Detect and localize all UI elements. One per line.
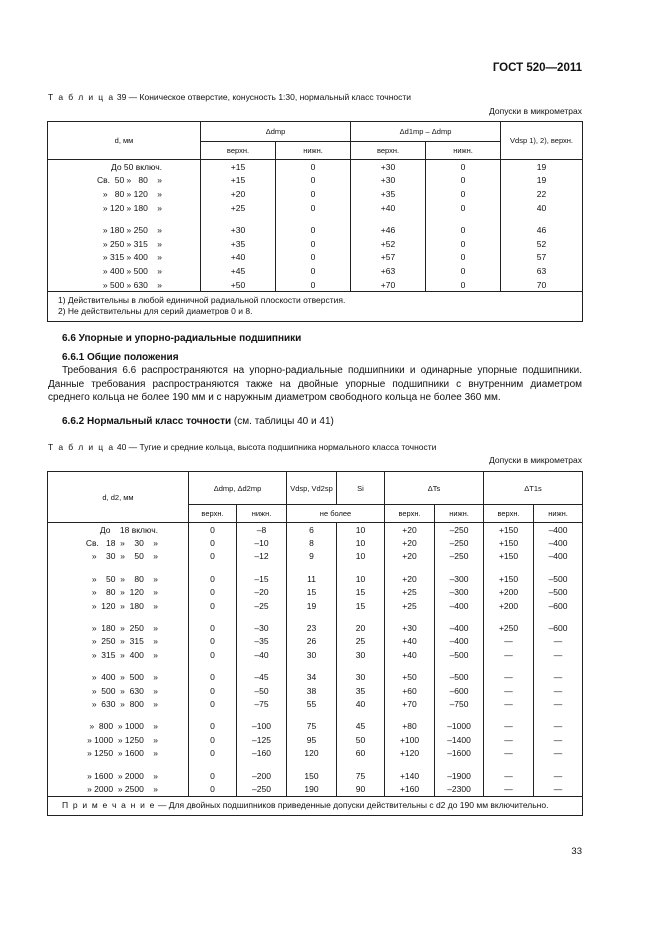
table-cell: 0 bbox=[189, 733, 237, 746]
table-cell: — bbox=[484, 697, 534, 710]
table-cell: — bbox=[484, 648, 534, 661]
row-range-label: » 180 » 250 » bbox=[48, 223, 201, 237]
t39-head-d: d, мм bbox=[48, 122, 201, 160]
table-cell: 0 bbox=[189, 720, 237, 733]
row-range-label: » 120 » 180 » bbox=[48, 599, 189, 612]
row-range-label: До 18 включ. bbox=[48, 523, 189, 537]
table-cell: –10 bbox=[237, 536, 287, 549]
table-cell: 40 bbox=[337, 697, 385, 710]
t40-head-ddmp: Δdmp, Δd2mp bbox=[189, 472, 287, 505]
table-cell: –750 bbox=[435, 697, 484, 710]
section-6-6-1-heading: 6.6.1 Общие положения bbox=[62, 352, 179, 363]
table-cell: 0 bbox=[189, 769, 237, 782]
table-cell: — bbox=[484, 684, 534, 697]
table-cell: –1400 bbox=[435, 733, 484, 746]
t39-head-vdsp: Vdsp 1), 2), верхн. bbox=[501, 122, 583, 160]
table-cell: 15 bbox=[287, 586, 337, 599]
t40-head-dts: ΔTs bbox=[385, 472, 484, 505]
table-cell: 0 bbox=[276, 160, 351, 174]
table-cell: +40 bbox=[201, 251, 276, 265]
table-cell: 46 bbox=[501, 223, 583, 237]
table-cell: 0 bbox=[276, 174, 351, 188]
table-cell: –20 bbox=[237, 586, 287, 599]
table-row bbox=[48, 264, 583, 278]
t40-head-notmore: не более bbox=[287, 505, 385, 523]
table-cell: +100 bbox=[385, 733, 435, 746]
table-row bbox=[48, 237, 583, 251]
table-cell: 0 bbox=[426, 201, 501, 215]
table-cell: — bbox=[534, 648, 583, 661]
table-row bbox=[48, 550, 583, 563]
table-row bbox=[48, 251, 583, 265]
t39-head-lower: нижн. bbox=[426, 142, 501, 160]
table-cell: +40 bbox=[351, 201, 426, 215]
table-row bbox=[48, 720, 583, 733]
table40-note bbox=[48, 796, 583, 815]
table-cell: 9 bbox=[287, 550, 337, 563]
table-cell: +50 bbox=[385, 671, 435, 684]
table-row bbox=[48, 648, 583, 661]
table-cell: –500 bbox=[534, 586, 583, 599]
table-cell: –75 bbox=[237, 697, 287, 710]
row-range-label: » 80 » 120 » bbox=[48, 187, 201, 201]
table40-caption bbox=[48, 442, 436, 452]
section-6-6-1-text: Требования 6.6 распространяются на упорно-радиальные подшипники и одинарные упорные подшипники. Данные требования распространяются также на двойные упорные подшипники с внутренним диаметром среднего кольца не более 190 мм и с наружным диаметром свободного кольца не более 360 мм. bbox=[48, 365, 582, 403]
table-cell: –125 bbox=[237, 733, 287, 746]
table-cell: 0 bbox=[426, 174, 501, 188]
table-cell: 150 bbox=[287, 769, 337, 782]
table39-footnote-2: 2) Не действительны для серий диаметров 0 и 8. bbox=[58, 306, 253, 317]
table-cell: +70 bbox=[351, 278, 426, 292]
table-cell: 0 bbox=[189, 782, 237, 796]
table-cell: 75 bbox=[337, 769, 385, 782]
table-cell: 0 bbox=[189, 550, 237, 563]
table-cell: +150 bbox=[484, 536, 534, 549]
section-6-6-2-ref: (см. таблицы 40 и 41) bbox=[231, 416, 334, 427]
table-cell: –12 bbox=[237, 550, 287, 563]
t40-head-lower: нижн. bbox=[534, 505, 583, 523]
table-cell: 0 bbox=[426, 251, 501, 265]
table-cell: 20 bbox=[337, 621, 385, 634]
group-spacer bbox=[48, 214, 583, 223]
t40-head-lower: нижн. bbox=[435, 505, 484, 523]
table-row bbox=[48, 746, 583, 759]
table-cell: 15 bbox=[337, 599, 385, 612]
table-row bbox=[48, 671, 583, 684]
table-row bbox=[48, 160, 583, 174]
table39 bbox=[47, 121, 583, 322]
table39-caption-prefix: Т а б л и ц а bbox=[48, 92, 115, 102]
table-cell: +45 bbox=[201, 264, 276, 278]
table-cell: +120 bbox=[385, 746, 435, 759]
table40-caption-prefix: Т а б л и ц а bbox=[48, 442, 115, 452]
table-cell: +25 bbox=[385, 586, 435, 599]
t40-head-upper: верхн. bbox=[484, 505, 534, 523]
t40-head-lower: нижн. bbox=[237, 505, 287, 523]
row-range-label: » 250 » 315 » bbox=[48, 635, 189, 648]
table-cell: +20 bbox=[385, 550, 435, 563]
row-range-label: » 500 » 630 » bbox=[48, 278, 201, 292]
table-cell: 38 bbox=[287, 684, 337, 697]
t39-head-upper: верхн. bbox=[351, 142, 426, 160]
table-cell: +63 bbox=[351, 264, 426, 278]
t39-head-upper: верхн. bbox=[201, 142, 276, 160]
table-cell: 0 bbox=[426, 160, 501, 174]
table-cell: 11 bbox=[287, 572, 337, 585]
table-cell: 57 bbox=[501, 251, 583, 265]
table-cell: +52 bbox=[351, 237, 426, 251]
table-cell: –400 bbox=[534, 550, 583, 563]
table-cell: 23 bbox=[287, 621, 337, 634]
table-cell: — bbox=[484, 782, 534, 796]
table-cell: 0 bbox=[189, 586, 237, 599]
table40-note-prefix: П р и м е ч а н и е bbox=[62, 799, 156, 810]
table-cell: 0 bbox=[189, 523, 237, 537]
table-cell: –45 bbox=[237, 671, 287, 684]
table-cell: 0 bbox=[276, 237, 351, 251]
table-cell: 55 bbox=[287, 697, 337, 710]
table40-note-text: — Для двойных подшипников приведенные допуски действительны с d2 до 190 мм включительно. bbox=[155, 799, 549, 810]
table-cell: 0 bbox=[189, 536, 237, 549]
table-cell: — bbox=[534, 720, 583, 733]
table-cell: 6 bbox=[287, 523, 337, 537]
table-row bbox=[48, 201, 583, 215]
table-cell: 34 bbox=[287, 671, 337, 684]
table-cell: +20 bbox=[201, 187, 276, 201]
table-cell: –250 bbox=[237, 782, 287, 796]
table40-caption-text: 40 — Тугие и средние кольца, высота подшипника нормального класса точности bbox=[116, 442, 437, 452]
table-cell: +30 bbox=[201, 223, 276, 237]
table-cell: –300 bbox=[435, 572, 484, 585]
table-cell: –100 bbox=[237, 720, 287, 733]
table-cell: 30 bbox=[337, 648, 385, 661]
table-cell: –1900 bbox=[435, 769, 484, 782]
table-cell: 190 bbox=[287, 782, 337, 796]
table-cell: — bbox=[484, 769, 534, 782]
t40-head-d: d, d2, мм bbox=[48, 472, 189, 523]
table-cell: –600 bbox=[534, 599, 583, 612]
table-row bbox=[48, 782, 583, 796]
table-cell: 25 bbox=[337, 635, 385, 648]
table-row bbox=[48, 599, 583, 612]
table-cell: +30 bbox=[351, 160, 426, 174]
table-cell: +40 bbox=[385, 635, 435, 648]
t40-head-upper: верхн. bbox=[385, 505, 435, 523]
table-row bbox=[48, 523, 583, 537]
row-range-label: » 400 » 500 » bbox=[48, 671, 189, 684]
table-cell: 0 bbox=[189, 572, 237, 585]
table-row bbox=[48, 684, 583, 697]
group-spacer bbox=[48, 760, 583, 769]
table-cell: +200 bbox=[484, 586, 534, 599]
table-cell: –400 bbox=[435, 599, 484, 612]
table-cell: — bbox=[534, 733, 583, 746]
row-range-label: » 250 » 315 » bbox=[48, 237, 201, 251]
table39-units: Допуски в микрометрах bbox=[489, 106, 582, 116]
table-cell: 0 bbox=[189, 697, 237, 710]
table-cell: — bbox=[534, 684, 583, 697]
table-row bbox=[48, 621, 583, 634]
row-range-label: » 400 » 500 » bbox=[48, 264, 201, 278]
row-range-label: До 50 включ. bbox=[48, 160, 201, 174]
table-cell: +15 bbox=[201, 174, 276, 188]
table39-caption bbox=[48, 92, 411, 102]
table-cell: — bbox=[534, 635, 583, 648]
table-row bbox=[48, 278, 583, 292]
table-cell: +25 bbox=[201, 201, 276, 215]
table-cell: 0 bbox=[426, 264, 501, 278]
table-cell: –2300 bbox=[435, 782, 484, 796]
table-cell: –500 bbox=[534, 572, 583, 585]
table-cell: 0 bbox=[276, 223, 351, 237]
table-row bbox=[48, 733, 583, 746]
table39-footnote-1: 1) Действительны в любой единичной радиальной плоскости отверстия. bbox=[58, 295, 346, 306]
table-row bbox=[48, 586, 583, 599]
table-cell: 10 bbox=[337, 572, 385, 585]
table-cell: 0 bbox=[189, 648, 237, 661]
table-cell: +20 bbox=[385, 572, 435, 585]
row-range-label: » 1250 » 1600 » bbox=[48, 746, 189, 759]
table39-caption-text: 39 — Коническое отверстие, конусность 1:30, нормальный класс точности bbox=[116, 92, 412, 102]
row-range-label: » 30 » 50 » bbox=[48, 550, 189, 563]
group-spacer bbox=[48, 711, 583, 720]
table-cell: 0 bbox=[276, 251, 351, 265]
table-cell: 15 bbox=[337, 586, 385, 599]
t39-head-lower: нижн. bbox=[276, 142, 351, 160]
table-cell: +150 bbox=[484, 572, 534, 585]
table-cell: –1600 bbox=[435, 746, 484, 759]
page-number: 33 bbox=[571, 846, 582, 857]
table-cell: 63 bbox=[501, 264, 583, 278]
row-range-label: » 2000 » 2500 » bbox=[48, 782, 189, 796]
table-cell: 0 bbox=[189, 684, 237, 697]
table-cell: — bbox=[534, 746, 583, 759]
table-cell: — bbox=[534, 671, 583, 684]
table-cell: 19 bbox=[287, 599, 337, 612]
table40 bbox=[47, 471, 583, 816]
table-cell: +15 bbox=[201, 160, 276, 174]
table-row bbox=[48, 635, 583, 648]
table-cell: –400 bbox=[435, 635, 484, 648]
table-cell: –400 bbox=[435, 621, 484, 634]
table-cell: –8 bbox=[237, 523, 287, 537]
table-cell: +30 bbox=[385, 621, 435, 634]
table-cell: 19 bbox=[501, 160, 583, 174]
table-cell: –35 bbox=[237, 635, 287, 648]
row-range-label: » 80 » 120 » bbox=[48, 586, 189, 599]
table-cell: –500 bbox=[435, 671, 484, 684]
table-cell: –250 bbox=[435, 536, 484, 549]
table-cell: –250 bbox=[435, 550, 484, 563]
table-cell: — bbox=[484, 733, 534, 746]
table-cell: 10 bbox=[337, 550, 385, 563]
table-cell: 0 bbox=[276, 278, 351, 292]
table-cell: +150 bbox=[484, 523, 534, 537]
table-cell: +50 bbox=[201, 278, 276, 292]
table-cell: 0 bbox=[189, 621, 237, 634]
table-cell: +35 bbox=[351, 187, 426, 201]
table-cell: 30 bbox=[337, 671, 385, 684]
table-cell: — bbox=[534, 697, 583, 710]
table-row bbox=[48, 536, 583, 549]
table-cell: 52 bbox=[501, 237, 583, 251]
table-cell: +70 bbox=[385, 697, 435, 710]
group-spacer bbox=[48, 662, 583, 671]
t40-head-upper: верхн. bbox=[189, 505, 237, 523]
table-cell: 0 bbox=[189, 635, 237, 648]
table-cell: 35 bbox=[337, 684, 385, 697]
table39-footnotes bbox=[48, 292, 583, 322]
table-cell: –250 bbox=[435, 523, 484, 537]
t40-head-vdsp: Vdsp, Vd2sp bbox=[287, 472, 337, 505]
table-cell: 10 bbox=[337, 523, 385, 537]
section-6-6-2-title: 6.6.2 Нормальный класс точности bbox=[62, 416, 232, 427]
table-cell: — bbox=[484, 635, 534, 648]
table-cell: –600 bbox=[435, 684, 484, 697]
table-cell: — bbox=[484, 746, 534, 759]
table-cell: +46 bbox=[351, 223, 426, 237]
table-cell: 0 bbox=[189, 599, 237, 612]
table-cell: 0 bbox=[276, 187, 351, 201]
table-cell: –400 bbox=[534, 523, 583, 537]
table-cell: 60 bbox=[337, 746, 385, 759]
table-cell: –500 bbox=[435, 648, 484, 661]
table-cell: –600 bbox=[534, 621, 583, 634]
row-range-label: Св. 18 » 30 » bbox=[48, 536, 189, 549]
table-cell: 10 bbox=[337, 536, 385, 549]
table-row bbox=[48, 174, 583, 188]
table-cell: 0 bbox=[276, 264, 351, 278]
table-cell: +80 bbox=[385, 720, 435, 733]
table-cell: 120 bbox=[287, 746, 337, 759]
table-cell: 8 bbox=[287, 536, 337, 549]
table-cell: — bbox=[484, 671, 534, 684]
table-cell: 0 bbox=[426, 278, 501, 292]
table-row bbox=[48, 187, 583, 201]
row-range-label: » 120 » 180 » bbox=[48, 201, 201, 215]
row-range-label: » 1000 » 1250 » bbox=[48, 733, 189, 746]
table-row bbox=[48, 223, 583, 237]
row-range-label: » 1600 » 2000 » bbox=[48, 769, 189, 782]
table-cell: +160 bbox=[385, 782, 435, 796]
table-row bbox=[48, 697, 583, 710]
table-cell: +35 bbox=[201, 237, 276, 251]
row-range-label: Св. 50 » 80 » bbox=[48, 174, 201, 188]
row-range-label: » 500 » 630 » bbox=[48, 684, 189, 697]
table-cell: 70 bbox=[501, 278, 583, 292]
table-cell: 26 bbox=[287, 635, 337, 648]
table-cell: 0 bbox=[189, 746, 237, 759]
table40-units: Допуски в микрометрах bbox=[489, 455, 582, 465]
table-cell: +57 bbox=[351, 251, 426, 265]
table-cell: –50 bbox=[237, 684, 287, 697]
row-range-label: » 800 » 1000 » bbox=[48, 720, 189, 733]
row-range-label: » 315 » 400 » bbox=[48, 648, 189, 661]
group-spacer bbox=[48, 612, 583, 621]
table-cell: 0 bbox=[426, 237, 501, 251]
table-cell: –15 bbox=[237, 572, 287, 585]
table-cell: — bbox=[534, 782, 583, 796]
table-cell: 45 bbox=[337, 720, 385, 733]
table-row bbox=[48, 769, 583, 782]
table-cell: –40 bbox=[237, 648, 287, 661]
table-cell: +250 bbox=[484, 621, 534, 634]
t40-head-si: Si bbox=[337, 472, 385, 505]
table-cell: 19 bbox=[501, 174, 583, 188]
table-cell: 0 bbox=[189, 671, 237, 684]
table-cell: 22 bbox=[501, 187, 583, 201]
table-cell: — bbox=[534, 769, 583, 782]
row-range-label: » 180 » 250 » bbox=[48, 621, 189, 634]
table-cell: 30 bbox=[287, 648, 337, 661]
table-cell: +140 bbox=[385, 769, 435, 782]
table-cell: +60 bbox=[385, 684, 435, 697]
table-cell: +20 bbox=[385, 536, 435, 549]
table-cell: 95 bbox=[287, 733, 337, 746]
table-cell: –400 bbox=[534, 536, 583, 549]
section-6-6-heading: 6.6 Упорные и упорно-радиальные подшипники bbox=[62, 333, 302, 344]
row-range-label: » 630 » 800 » bbox=[48, 697, 189, 710]
table-cell: –300 bbox=[435, 586, 484, 599]
table-cell: 50 bbox=[337, 733, 385, 746]
row-range-label: » 315 » 400 » bbox=[48, 251, 201, 265]
table-cell: –1000 bbox=[435, 720, 484, 733]
table-cell: +150 bbox=[484, 550, 534, 563]
table-row bbox=[48, 572, 583, 585]
table-cell: 0 bbox=[426, 223, 501, 237]
row-range-label: » 50 » 80 » bbox=[48, 572, 189, 585]
table-cell: 75 bbox=[287, 720, 337, 733]
table-cell: — bbox=[484, 720, 534, 733]
table-cell: +25 bbox=[385, 599, 435, 612]
table-cell: –25 bbox=[237, 599, 287, 612]
t40-head-dt1s: ΔT1s bbox=[484, 472, 583, 505]
t39-head-ddmp: Δdmp bbox=[201, 122, 351, 142]
t39-head-dd1mp: Δd1mp – Δdmp bbox=[351, 122, 501, 142]
table-cell: +20 bbox=[385, 523, 435, 537]
table-cell: 40 bbox=[501, 201, 583, 215]
table-cell: –200 bbox=[237, 769, 287, 782]
section-6-6-2-heading bbox=[62, 416, 334, 427]
table-cell: –160 bbox=[237, 746, 287, 759]
table-cell: +40 bbox=[385, 648, 435, 661]
table-cell: 0 bbox=[276, 201, 351, 215]
standard-header: ГОСТ 520—2011 bbox=[492, 62, 582, 74]
table-cell: 90 bbox=[337, 782, 385, 796]
table-cell: +30 bbox=[351, 174, 426, 188]
group-spacer bbox=[48, 563, 583, 572]
table-cell: +200 bbox=[484, 599, 534, 612]
table-cell: 0 bbox=[426, 187, 501, 201]
table-cell: –30 bbox=[237, 621, 287, 634]
